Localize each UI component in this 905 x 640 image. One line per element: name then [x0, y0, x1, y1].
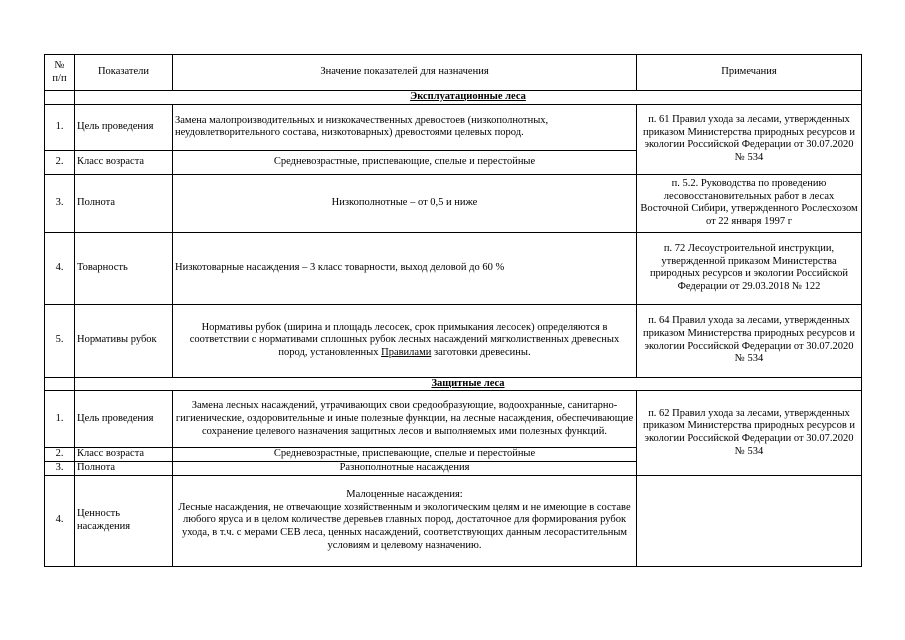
rules-link[interactable]: Правилами — [381, 347, 432, 359]
value-text: Нормативы рубок (ширина и площадь лесосек, срок примыкания лесосек) определяются в соответствии с нормативами сплошных рубок лесных насаждений мягколиственных древесных пород, установленных — [189, 321, 620, 359]
header-value: Значение показателей для назначения — [173, 55, 637, 91]
table-row — [45, 304, 862, 377]
row-note: п. 64 Правил ухода за лесами, утвержденных приказом Министерства природных ресурсов и экологии Российской Федерации от 30.07.2020 № 534 — [637, 304, 862, 377]
section-spacer — [45, 91, 75, 105]
section-title-production-forests: Эксплуатационные леса — [75, 91, 862, 105]
table-row — [45, 104, 862, 150]
section-title-protective-forests: Защитные леса — [75, 377, 862, 391]
value-text: заготовки древесины. — [431, 347, 531, 359]
row-number: 1. — [45, 104, 75, 150]
value-text: Лесные насаждения, не отвечающие хозяйственным и экологическим целям и не имеющие в составе любого яруса и в целом количестве деревьев главных пород, достаточное для формирования рубок ухода, в т.ч. с мерами СЕВ леса, ценных насаждений, соответствующих данным лесорастительным условиям и целевому назначению. — [178, 501, 631, 551]
row-note: п. 5.2. Руководства по проведению лесовосстановительных работ в лесах Восточной Сибири, утвержденного Рослесхозом от 22 января 1997 г — [637, 174, 862, 232]
table-row — [45, 174, 862, 232]
row-indicator: Класс возраста — [75, 150, 173, 174]
row-indicator: Класс возраста — [75, 448, 173, 462]
regulations-table — [44, 54, 862, 567]
row-value: Замена малопроизводительных и низкокачественных древостоев (низкополнотных, неудовлетворительного состава, низкотоварных) древостоями целевых пород. — [173, 104, 637, 150]
header-indicator: Показатели — [75, 55, 173, 91]
row-indicator: Ценность насаждения — [75, 475, 173, 566]
section-row — [45, 91, 862, 105]
row-value: Средневозрастные, приспевающие, спелые и перестойные — [173, 448, 637, 462]
row-number: 2. — [45, 448, 75, 462]
row-value — [173, 475, 637, 566]
row-number: 4. — [45, 475, 75, 566]
row-number: 4. — [45, 232, 75, 304]
row-number: 3. — [45, 174, 75, 232]
table-row — [45, 475, 862, 566]
row-value: Разнополнотные насаждения — [173, 462, 637, 476]
row-note: п. 72 Лесоустроительной инструкции, утвержденной приказом Министерства природных ресурсов и экологии Российской Федерации от 29.03.2018 № 122 — [637, 232, 862, 304]
header-row — [45, 55, 862, 91]
row-indicator: Полнота — [75, 462, 173, 476]
row-value: Низкополнотные – от 0,5 и ниже — [173, 174, 637, 232]
header-number: № п/п — [45, 55, 75, 91]
row-value: Замена лесных насаждений, утрачивающих свои средообразующие, водоохранные, санитарно-гигиенические, оздоровительные и иные полезные функции, на лесные насаждения, обеспечивающие сохранение целевого назначения защитных лесов и выполняемых ими полезных функций. — [173, 391, 637, 448]
row-value: Средневозрастные, приспевающие, спелые и перестойные — [173, 150, 637, 174]
section-row — [45, 377, 862, 391]
row-number: 2. — [45, 150, 75, 174]
row-number: 3. — [45, 462, 75, 476]
row-note: п. 62 Правил ухода за лесами, утвержденных приказом Министерства природных ресурсов и экологии Российской Федерации от 30.07.2020 № 534 — [637, 391, 862, 475]
row-indicator: Товарность — [75, 232, 173, 304]
table-row — [45, 391, 862, 448]
row-value — [173, 304, 637, 377]
row-indicator: Полнота — [75, 174, 173, 232]
table-row — [45, 232, 862, 304]
row-indicator: Цель проведения — [75, 391, 173, 448]
row-number: 5. — [45, 304, 75, 377]
row-indicator: Нормативы рубок — [75, 304, 173, 377]
section-spacer — [45, 377, 75, 391]
row-indicator: Цель проведения — [75, 104, 173, 150]
value-title: Малоценные насаждения: — [346, 489, 463, 501]
header-notes: Примечания — [637, 55, 862, 91]
row-value: Низкотоварные насаждения – 3 класс товарности, выход деловой до 60 % — [173, 232, 637, 304]
row-note: п. 61 Правил ухода за лесами, утвержденных приказом Министерства природных ресурсов и экологии Российской Федерации от 30.07.2020 № 534 — [637, 104, 862, 174]
row-number: 1. — [45, 391, 75, 448]
row-note — [637, 475, 862, 566]
